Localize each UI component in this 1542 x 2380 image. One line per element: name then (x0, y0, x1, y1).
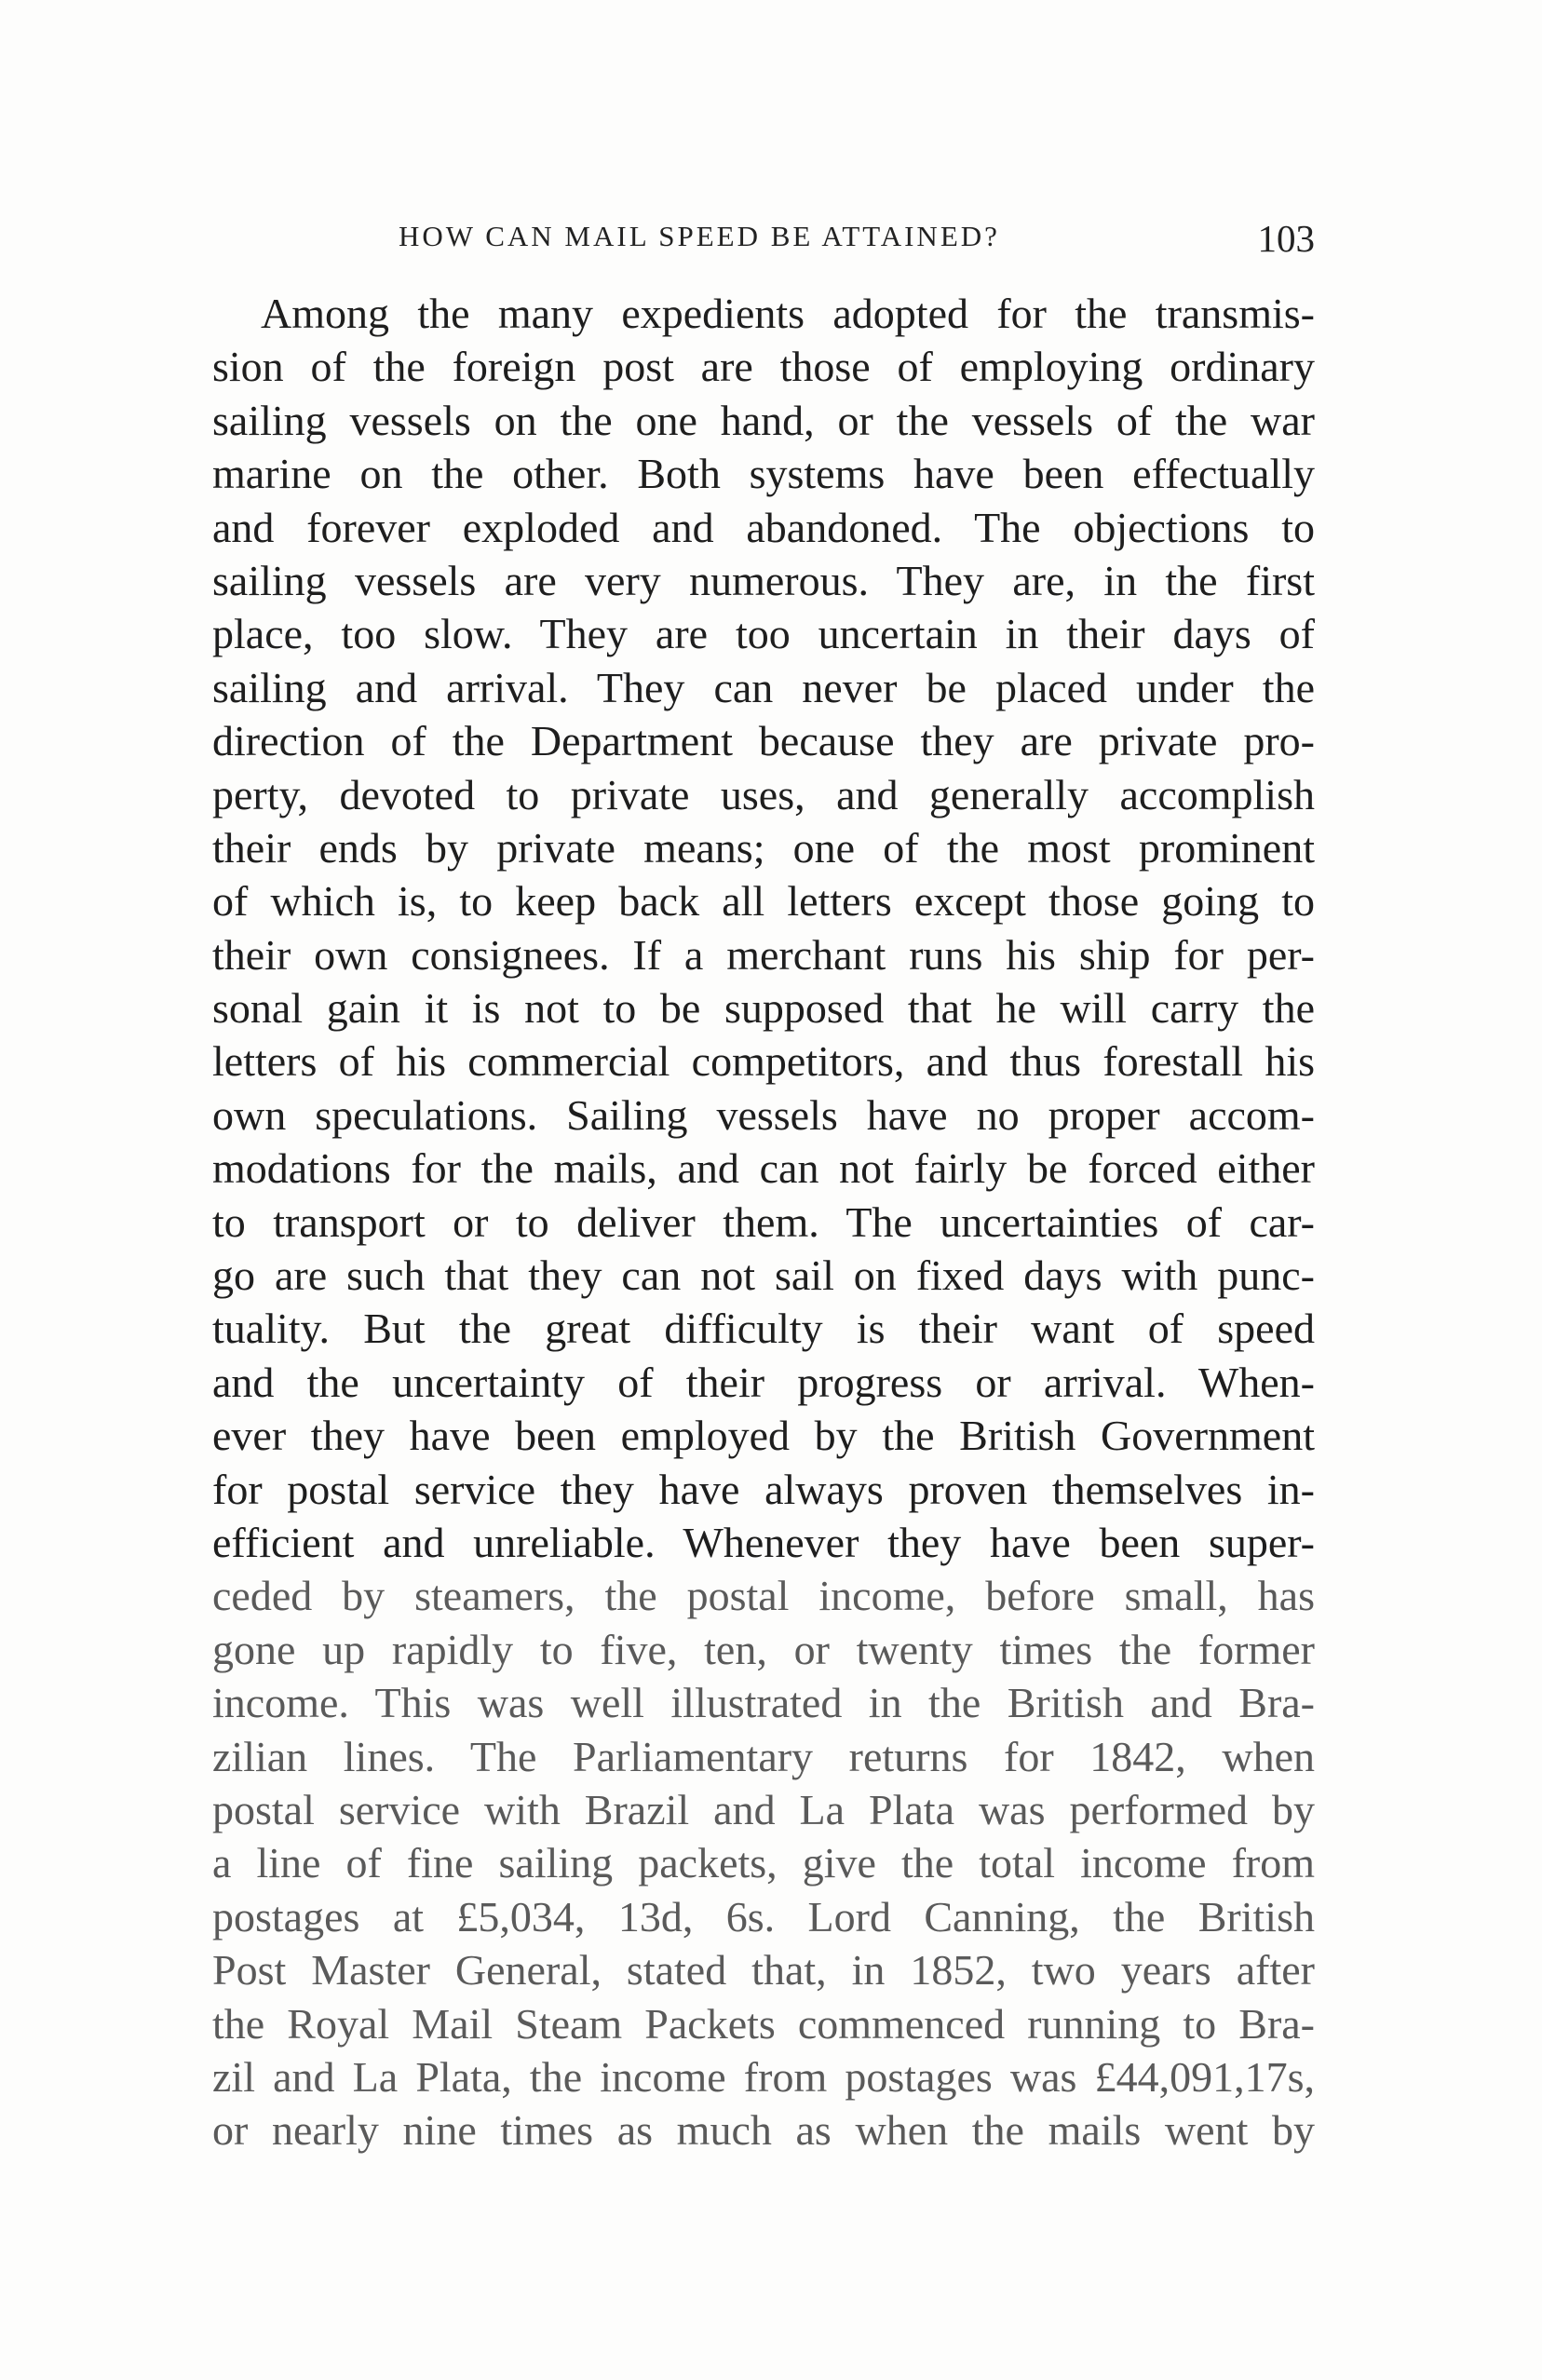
text-line: zilian lines. The Parliamentary returns for 1842, when (212, 1732, 1315, 1780)
text-line: go are such that they can not sail on fixed days with punc- (212, 1251, 1315, 1300)
text-line: to transport or to deliver them. The uncertainties of car- (212, 1197, 1315, 1246)
text-line: ever they have been employed by the British Government (212, 1412, 1315, 1460)
text-line: gone up rapidly to five, ten, or twenty times the former (212, 1625, 1315, 1673)
text-line: Among the many expedients adopted for the transmis- (261, 290, 1315, 337)
text-line: ceded by steamers, the postal income, before small, has (212, 1572, 1315, 1620)
text-line: the Royal Mail Steam Packets commenced running to Bra- (212, 1999, 1315, 2048)
text-line: for postal service they have always proven themselves in- (212, 1465, 1315, 1513)
text-line: sion of the foreign post are those of employing ordinary (212, 343, 1315, 391)
text-line: sailing vessels are very numerous. They are, in the first (212, 556, 1315, 604)
text-line: a line of fine sailing packets, give the total income from (212, 1839, 1315, 1887)
text-line: sailing and arrival. They can never be placed under the (212, 663, 1315, 711)
text-line: perty, devoted to private uses, and generally accomplish (212, 770, 1315, 818)
text-line: place, too slow. They are too uncertain in their days of (212, 610, 1315, 658)
body-paragraph (212, 287, 1315, 2157)
text-line: or nearly nine times as much as when the mails went by (212, 2106, 1315, 2155)
running-header (212, 217, 1315, 266)
text-line: tuality. But the great difficulty is their want of speed (212, 1305, 1315, 1353)
text-line: marine on the other. Both systems have been effectually (212, 450, 1315, 498)
running-title: HOW CAN MAIL SPEED BE ATTAINED? (399, 220, 1000, 252)
text-line: postages at £5,034, 13d, 6s. Lord Canning, the British (212, 1892, 1315, 1941)
text-line: their ends by private means; one of the most prominent (212, 823, 1315, 872)
text-line: own speculations. Sailing vessels have no proper accom- (212, 1090, 1315, 1139)
text-line: efficient and unreliable. Whenever they have been super- (212, 1518, 1315, 1566)
text-line: their own consignees. If a merchant runs his ship for per- (212, 930, 1315, 979)
text-line: and the uncertainty of their progress or arrival. When- (212, 1358, 1315, 1406)
text-line: and forever exploded and abandoned. The objections to (212, 503, 1315, 551)
text-line: income. This was well illustrated in the British and Bra- (212, 1679, 1315, 1727)
text-line: Post Master General, stated that, in 1852, two years after (212, 1946, 1315, 1995)
page-number: 103 (1257, 217, 1315, 260)
text-line: direction of the Department because they are private pro- (212, 717, 1315, 765)
text-line: of which is, to keep back all letters except those going to (212, 877, 1315, 926)
text-line: modations for the mails, and can not fairly be forced either (212, 1144, 1315, 1193)
text-line: zil and La Plata, the income from postages was £44,091,17s, (212, 2052, 1315, 2101)
text-line: postal service with Brazil and La Plata was performed by (212, 1785, 1315, 1833)
text-line: sailing vessels on the one hand, or the vessels of the war (212, 396, 1315, 444)
text-line: sonal gain it is not to be supposed that he will carry the (212, 984, 1315, 1033)
text-line: letters of his commercial competitors, and thus forestall his (212, 1037, 1315, 1086)
